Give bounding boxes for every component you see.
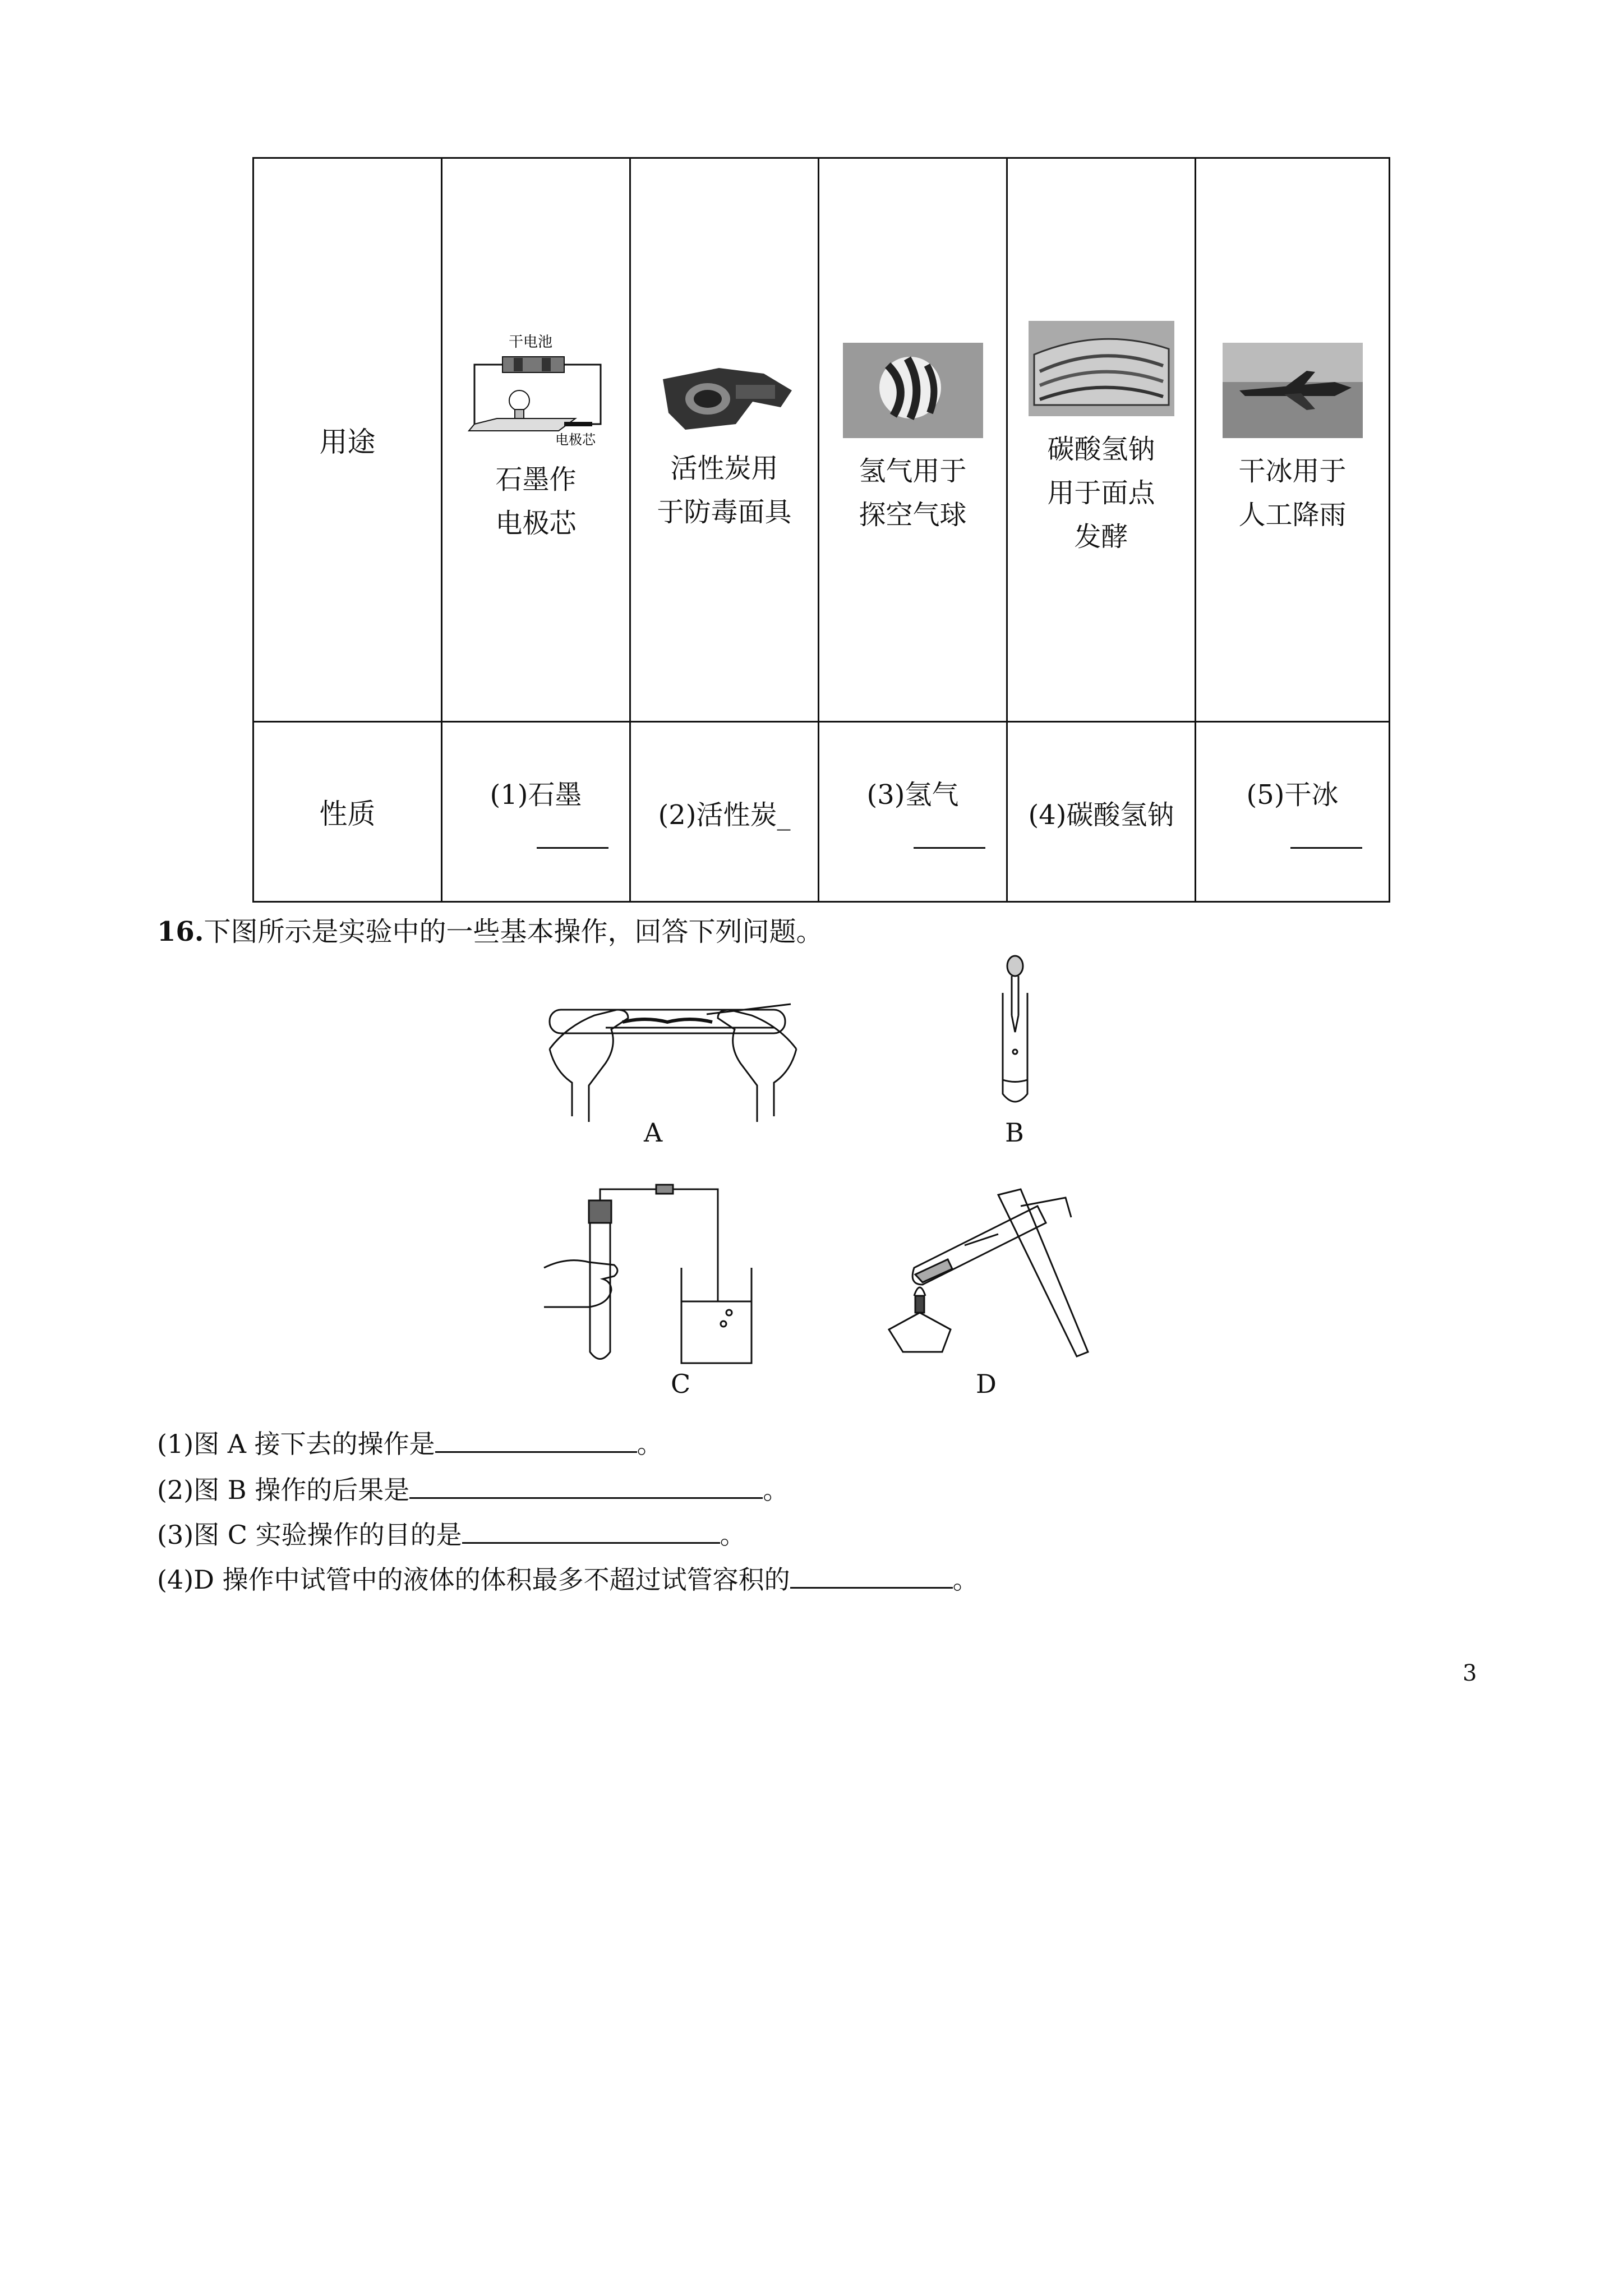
question-16-part-2: (2)图 B 操作的后果是 。 [157,1470,789,1507]
answer-blank[interactable] [435,1425,637,1453]
figure-d-label: D [976,1369,997,1399]
answer-blank[interactable] [537,847,608,849]
use-cell-graphite: 干电池 电极芯 石墨作 电极芯 [442,158,630,722]
use-cell-baking-soda: 碳酸氢钠 用于面点 发酵 [1007,158,1196,722]
property-cell-hydrogen: (3)氢气 [819,722,1007,902]
answer-blank[interactable] [1290,847,1362,849]
use-cell-dry-ice: 干冰用于 人工降雨 [1196,158,1390,722]
balloon-icon [843,343,983,438]
question-16-part-4: (4)D 操作中试管中的液体的体积最多不超过试管容积的 。 [157,1559,979,1596]
question-16-stem: 16.下图所示是实验中的一些基本操作，回答下列问题。 [157,916,823,947]
property-cell-activated-carbon: (2)活性炭_ [630,722,819,902]
airplane-icon [1223,343,1363,438]
figure-a-label: A [644,1117,663,1148]
question-16-part-1: (1)图 A 接下去的操作是 。 [157,1424,663,1461]
answer-blank[interactable] [914,847,985,849]
figure-c-label: C [671,1369,691,1399]
figure-b-dropper-illustration [987,954,1043,1111]
gas-mask-icon [652,346,797,435]
use-cell-hydrogen: 氢气用于 探空气球 [819,158,1007,722]
figure-a-powder-loading-illustration [538,987,819,1122]
use-cell-activated-carbon: 活性炭用 于防毒面具 [630,158,819,722]
question-16-part-3: (3)图 C 实验操作的目的是 。 [157,1515,746,1552]
property-cell-baking-soda: (4)碳酸氢钠 [1007,722,1196,902]
answer-blank[interactable] [409,1471,763,1499]
answer-blank[interactable] [790,1561,953,1589]
figure-c-airtightness-check-illustration [538,1184,763,1374]
battery-label: 干电池 [508,334,552,351]
uses-properties-table [252,157,1390,903]
page-number: 3 [1463,1660,1477,1686]
graphite-electrode-circuit-icon [458,334,615,447]
use-row-header: 用途 [253,158,442,722]
property-row-header: 性质 [253,722,442,902]
figure-d-heating-test-tube-illustration [852,1184,1122,1374]
figure-b-label: B [1005,1117,1024,1148]
electrode-label: 电极芯 [555,432,596,447]
bread-icon [1029,321,1174,416]
property-cell-graphite: (1)石墨 [442,722,630,902]
answer-blank[interactable] [462,1516,720,1544]
property-cell-dry-ice: (5)干冰 [1196,722,1390,902]
